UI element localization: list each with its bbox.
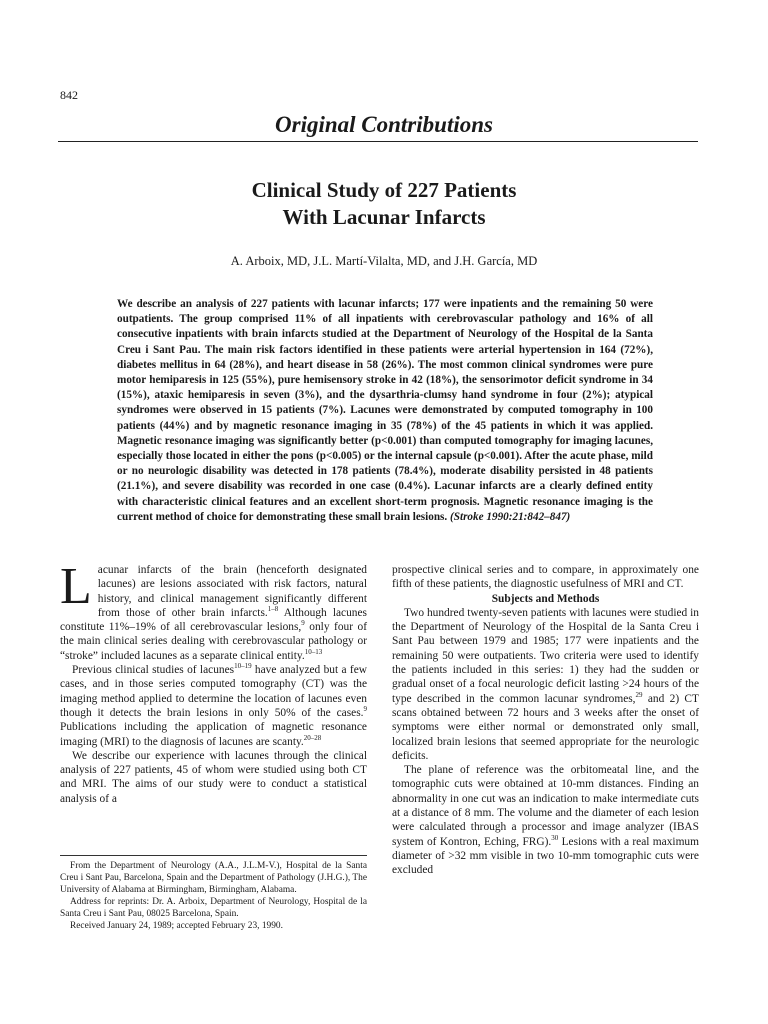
article-title-line-2: With Lacunar Infarcts [282,205,486,229]
abstract-text: We describe an analysis of 227 patients with lacunar infarcts; 177 were inpatients and the remaining 50 were outpatients. The group comprised 11% of all inpatients with cerebrovascular pathology and 16% of all consecutive inpatients with brain infarcts studied at the Department of Neurology of the Hospital de la Santa Creu i Sant Pau. The main risk factors identified in these patients were arterial hypertension in 164 (72%), diabetes mellitus in 64 (28%), and heart disease in 58 (26%). The most common clinical syndromes were pure motor hemiparesis in 125 (55%), pure hemisensory stroke in 42 (18%), the sensorimotor deficit syndrome in 34 (15%), ataxic hemiparesis in seven (3%), and the dysarthria-clumsy hand syndrome in four (2%); atypical syndromes were observed in 15 patients (7%). Lacunes were demonstrated by computed tomography in 100 patients (44%) and by magnetic resonance imaging in 35 (78%) of the 45 patients in which it was applied. Magnetic resonance imaging was significantly better (p<0.001) than computed tomography for imaging lacunes, especially those located in either the pons (p<0.005) or the internal capsule (p<0.001). After the acute phase, mild or no neurologic disability was detected in 178 patients (78.4%), moderate disability persisted in 48 patients (21.1%), and severe disability was recorded in one case (0.4%). Lacunar infarcts are a clearly defined entity with characteristic clinical features and an excellent short-term prognosis. Magnetic resonance imaging is the current method of choice for demonstrating these small brain lesions. [117,298,653,523]
abstract-citation: (Stroke 1990:21:842–847) [450,510,571,523]
citation-ref: 1–8 [267,605,279,614]
page-number: 842 [60,88,78,102]
citation-ref: 29 [635,690,643,699]
text-run: only four of the main clinical series dealing with cerebrovascular pathology or “stroke” included lacunes as a separate clinical entity. [60,621,367,662]
section-title: Original Contributions [275,112,493,137]
citation-ref: 10–13 [304,647,323,656]
text-run: Previous clinical studies of lacunes [72,664,235,677]
left-column [60,558,367,806]
text-run: acunar infarcts of the brain (henceforth designated lacunes) are lesions associated with risk factors, natural history, and clinical management significantly different from those of other brain infarcts. [97,564,367,619]
footnote-reprints: Address for reprints: Dr. A. Arboix, Department of Neurology, Hospital de la Santa Creu i Sant Pau, 08025 Barcelona, Spain. [60,897,367,919]
citation-ref: 9 [363,705,367,714]
drop-cap: L [60,558,92,615]
subjects-methods-heading: Subjects and Methods [491,592,600,605]
article-title [0,177,768,231]
author-list: A. Arboix, MD, J.L. Martí-Vilalta, MD, and J.H. García, MD [230,254,538,268]
text-run: Publications including the application of magnetic resonance imaging (MRI) to the diagnosis of lacunes are scanty. [60,721,367,748]
text-run: Two hundred twenty-seven patients with lacunes were studied in the Department of Neurology of the Hospital de la Santa Creu i Sant Pau between 1979 and 1985; 177 were inpatients and the remaining 50 were outpatients. Two criteria were used to identify the patients included in this series: 1) they had the sudden or gradual onset of a focal neurologic deficit lasting >24 hours of the type described in the common lacunar syndromes, [392,606,699,705]
citation-ref: 9 [301,619,305,628]
footnote-received: Received January 24, 1989; accepted February 23, 1990. [70,921,283,931]
right-column [392,563,699,878]
methods-paragraph-2 [392,763,699,877]
intro-paragraph-3: We describe our experience with lacunes through the clinical analysis of 227 patients, 45 of whom were studied using both CT and MRI. The aims of our study were to conduct a statistical analysis of a [60,749,367,805]
intro-paragraph-1 [60,558,367,663]
citation-ref: 30 [551,833,559,842]
text-run: The plane of reference was the orbitomeatal line, and the tomographic cuts were obtained at 10-mm distances. Finding an abnormality in one cut was an indication to make intermediate cuts at a distance of 8 mm. The volume and the diameter of each lesion were calculated through a processor and image analyzer (IBAS system of Kontron, Eching, FRG). [392,764,699,848]
abstract [117,297,653,525]
methods-paragraph-1 [392,606,699,763]
citation-ref: 20–28 [303,733,322,742]
intro-paragraph-4: prospective clinical series and to compare, in approximately one fifth of these patients, the diagnostic usefulness of MRI and CT. [392,564,699,591]
intro-paragraph-2 [60,663,367,749]
text-run: and 2) CT scans obtained between 72 hours and 3 weeks after the onset of symptoms were either normal or demonstrated only small, localized brain lesions that seemed appropriate for the neurologic deficits. [392,692,699,762]
footnote-affiliation: From the Department of Neurology (A.A., J.L.M-V.), Hospital de la Santa Creu i Sant Pau, Barcelona, Spain and the Department of Pathology (J.H.G.), The University of Alabama at Birmingham, Birmingham, Alabama. [60,861,367,895]
section-rule [58,141,698,142]
text-run: Lesions with a real maximum diameter of >32 mm visible in two 10-mm tomographic cuts were excluded [392,835,699,877]
footnotes [60,855,367,932]
text-run: Although lacunes constitute 11%–19% of all cerebrovascular lesions, [60,606,367,634]
citation-ref: 10–19 [234,662,252,671]
text-run: have analyzed but a few cases, and in those series computed tomography (CT) was the imaging method applied to determine the location of lacunes even though it detects the brain lesions in only 50% of the cases. [60,664,367,719]
article-title-line-1: Clinical Study of 227 Patients [251,178,517,202]
